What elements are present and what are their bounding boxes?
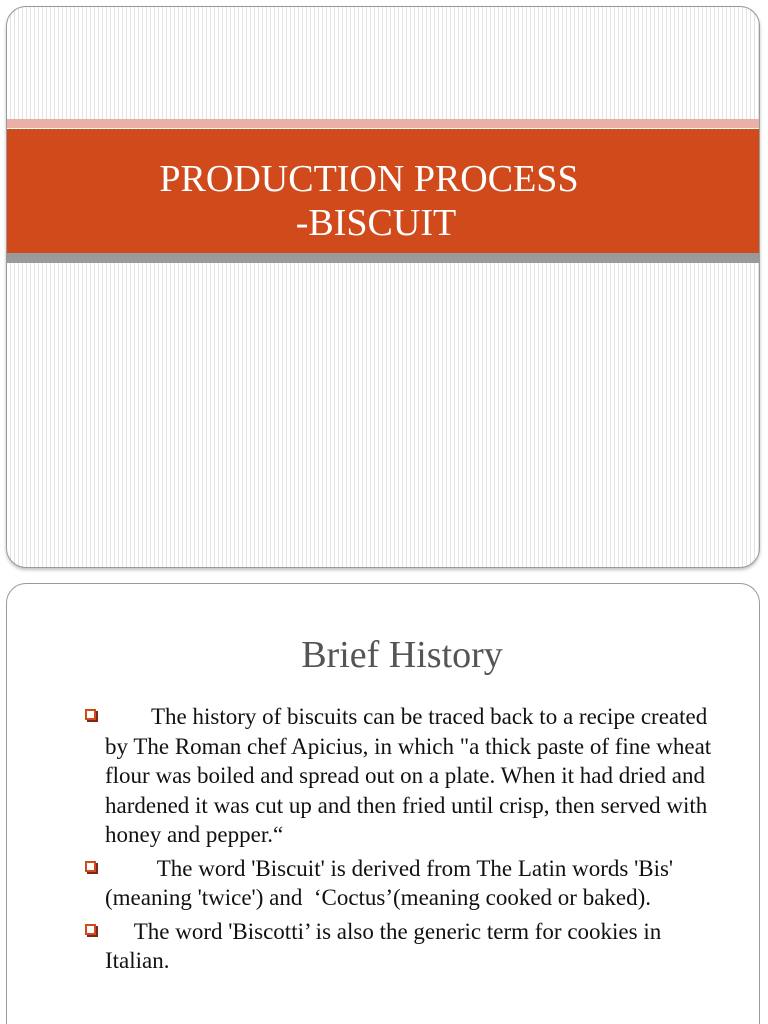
title-slide [6, 6, 760, 568]
slide-title-line2: -BISCUIT [295, 202, 457, 244]
bullet-list [77, 702, 727, 980]
bullet-text: The word 'Biscuit' is derived from The Latin words 'Bis' (meaning 'twice') and ‘Coctus’(meaning cooked or baked). [105, 855, 679, 910]
hollow-square-bullet-icon [85, 861, 96, 872]
history-slide [6, 583, 760, 1024]
bullet-text: The history of biscuits can be traced back to a recipe created by The Roman chef Apicius, in which "a thick paste of fine wheat flour was boiled and spread out on a plate. When it had dried and hardened it was cut up and then fried until crisp, then served with honey and pepper.“ [105, 704, 717, 847]
hollow-square-bullet-icon [85, 709, 96, 720]
hollow-square-bullet-icon [85, 924, 96, 935]
slide-title-line1: PRODUCTION PROCESS [159, 158, 579, 200]
title-band-top-stripe [7, 119, 759, 128]
bullet-text: The word 'Biscotti’ is also the generic term for cookies in Italian. [105, 918, 667, 973]
bullet-item [77, 917, 727, 976]
slide-heading: Brief History [301, 634, 503, 676]
slide-title [7, 157, 731, 245]
bullet-item [77, 702, 727, 850]
bullet-item [77, 854, 727, 913]
title-band-bottom-stripe [7, 253, 759, 263]
